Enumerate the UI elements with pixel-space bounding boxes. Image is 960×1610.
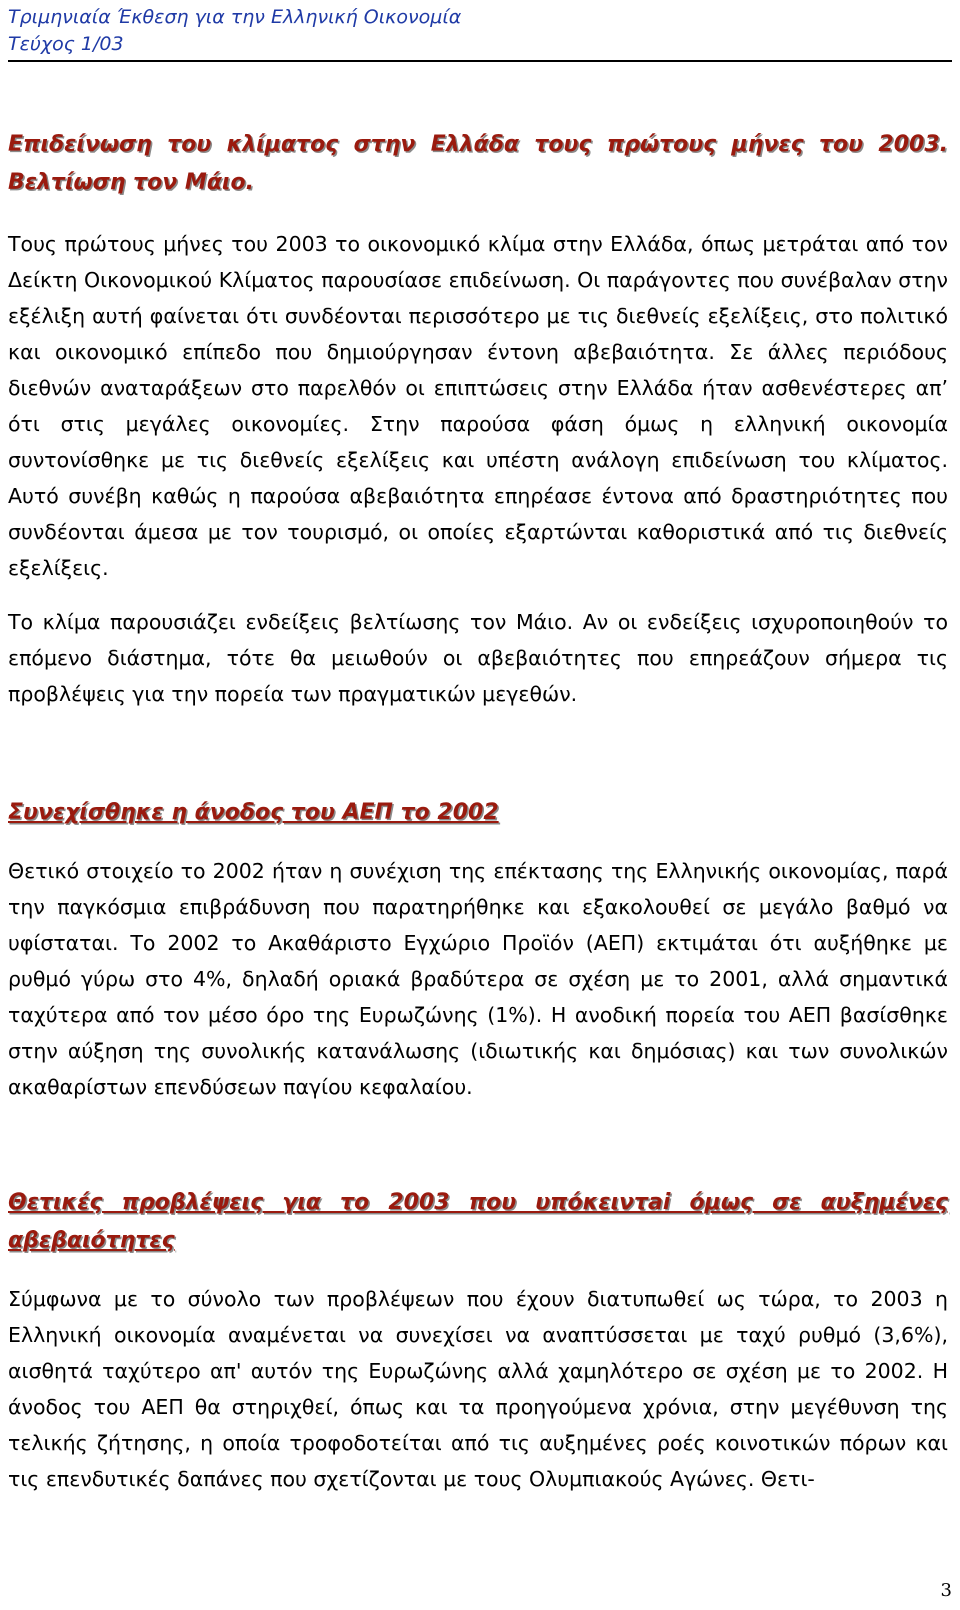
section-heading-gdp-2002-text: Συνεχίσθηκε η άνοδος του ΑΕΠ το 2002 [8,800,499,825]
report-title: Τριμηνιαία Έκθεση για την Ελληνική Οικονομία [8,6,462,28]
running-header [8,4,952,62]
paragraph-climate-deterioration: Τους πρώτους μήνες του 2003 το οικονομικό κλίμα στην Ελλάδα, όπως μετράται από τον Δείκτη Οικονομικού Κλίματος παρουσίασε επιδείνωση. Οι παράγοντες που συνέβαλαν στην εξέλιξη αυτή φαίνεται ότι συνδέονται περισσότερο με τις διεθνείς εξελίξεις, στο πολιτικό και οικονομικό επίπεδο που δημιούργησαν έντονη αβεβαιότητα. Σε άλλες περιόδους διεθνών αναταράξεων στο παρελθόν οι επιπτώσεις στην Ελλάδα ήταν ασθενέστερες απ’ ότι στις μεγάλες οικονομίες. Στην παρούσα φάση όμως η ελληνική οικονομία συντονίσθηκε με τις διεθνείς εξελίξεις και υπέστη ανάλογη επιδείνωση του κλίματος. Αυτό συνέβη καθώς η παρούσα αβεβαιότητα επηρέασε έντονα από δραστηριότητες που συνδέονται άμεσα με τον τουρισμό, οι οποίες εξαρτώνται καθοριστικά από τις διεθνείς εξελίξεις. [8,232,948,580]
paragraph-gdp-2002: Θετικό στοιχείο το 2002 ήταν η συνέχιση της επέκτασης της Ελληνικής οικονομίας, παρά την παγκόσμια επιβράδυνση που παρατηρήθηκε και εξακολουθεί σε μεγάλο βαθμό να υφίσταται. Το 2002 το Ακαθάριστο Εγχώριο Προϊόν (ΑΕΠ) εκτιμάται ότι αυξήθηκε με ρυθμό γύρω στο 4%, δηλαδή οριακά βραδύτερα σε σχέση με το 2001, αλλά σημαντικά ταχύτερα από τον μέσο όρο της Ευρωζώνης (1%). Η ανοδική πορεία του ΑΕΠ βασίσθηκε στην αύξηση της συνολικής κατανάλωσης (ιδιωτικής και δημόσιας) και των συνολικών ακαθαρίστων επενδύσεων παγίου κεφαλαίου. [8,859,948,1099]
page-number: 3 [940,1580,952,1601]
section-heading-climate: Επιδείνωση του κλίματος στην Ελλάδα τους πρώτους μήνες του 2003. Βελτίωση τον Μάιο. [8,132,948,195]
issue-number: Τεύχος 1/03 [8,33,124,55]
section-heading-forecast-2003-text: Θετικές προβλέψεις για το 2003 που υπόκειντai όμως σε αυξημένες αβεβαιότητες [8,1190,948,1253]
paragraph-climate-improvement: Το κλίμα παρουσιάζει ενδείξεις βελτίωσης τον Μάιο. Αν οι ενδείξεις ισχυροποιηθούν το επόμενο διάστημα, τότε θα μειωθούν οι αβεβαιότητες που επηρεάζουν σήμερα τις προβλέψεις για την πορεία των πραγματικών μεγεθών. [8,610,948,706]
section-heading-gdp-2002 [8,794,948,832]
paragraph-forecast-2003: Σύμφωνα με το σύνολο των προβλέψεων που έχουν διατυπωθεί ως τώρα, το 2003 η Ελληνική οικονομία αναμένεται να συνεχίσει να αναπτύσσεται με ταχύ ρυθμό (3,6%), αισθητά ταχύτερο απ' αυτόν της Ευρωζώνης αλλά χαμηλότερο σε σχέση με το 2002. Η άνοδος του ΑΕΠ θα στηριχθεί, όπως και τα προηγούμενα χρόνια, στην μεγέθυνση της τελικής ζήτησης, η οποία τροφοδοτείται από τις αυξημένες ροές κοινοτικών πόρων και τις επενδυτικές δαπάνες που σχετίζονται με τους Ολυμπιακούς Αγώνες. Θετι- [8,1287,948,1491]
section-heading-forecast-2003 [8,1184,948,1260]
